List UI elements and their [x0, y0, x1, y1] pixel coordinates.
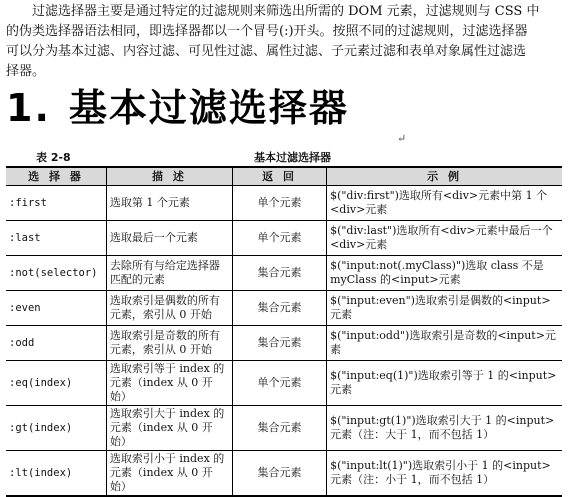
header-example: 示 例 [327, 167, 562, 186]
cell-example: $("input:even")选取索引是偶数的<input>元素 [327, 291, 562, 326]
cell-description: 选取索引大于 index 的元素（index 从 0 开始） [106, 406, 232, 451]
section-number: 1. [6, 86, 51, 130]
intro-line: 可以分为基本过滤、内容过滤、可见性过滤、属性过滤、子元素过滤和表单对象属性过滤选 [6, 44, 527, 59]
cell-return: 单个元素 [232, 361, 326, 406]
section-title: 基本过滤选择器 [68, 86, 349, 130]
cell-description: 选取索引是偶数的所有元素，索引从 0 开始 [106, 291, 232, 326]
cell-description: 选取最后一个元素 [106, 221, 232, 256]
cell-return: 集合元素 [232, 291, 326, 326]
intro-paragraph [6, 2, 562, 82]
cell-description: 选取索引是奇数的所有元素，索引从 0 开始 [106, 326, 232, 361]
header-return: 返 回 [232, 167, 326, 186]
cell-selector: :lt(index) [6, 451, 106, 497]
section-heading [6, 86, 349, 130]
cell-description: 选取索引等于 index 的元素（index 从 0 开始） [106, 361, 232, 406]
table-number: 表 2-8 [36, 151, 71, 164]
cell-example: $("div:last")选取所有<div>元素中最后一个<div>元素 [327, 221, 562, 256]
table-row [6, 406, 562, 451]
cell-selector: :odd [6, 326, 106, 361]
table-row [6, 361, 562, 406]
cell-return: 集合元素 [232, 406, 326, 451]
cell-example: $("input:not(.myClass)")选取 class 不是 myClass 的<input>元素 [327, 256, 562, 291]
cell-return: 单个元素 [232, 186, 326, 221]
cell-selector: :eq(index) [6, 361, 106, 406]
table-header-row [6, 167, 562, 186]
cell-example: $("input:odd")选取索引是奇数的<input>元素 [327, 326, 562, 361]
paragraph-return-mark: ↵ [397, 132, 407, 145]
header-description: 描 述 [106, 167, 232, 186]
cell-return: 单个元素 [232, 221, 326, 256]
cell-return: 集合元素 [232, 451, 326, 497]
table-row [6, 256, 562, 291]
table-row [6, 221, 562, 256]
cell-selector: :even [6, 291, 106, 326]
header-selector: 选 择 器 [6, 167, 106, 186]
cell-return: 集合元素 [232, 256, 326, 291]
table-row [6, 186, 562, 221]
cell-description: 选取第 1 个元素 [106, 186, 232, 221]
intro-line: 过滤选择器主要是通过特定的过滤规则来筛选出所需的 DOM 元素，过滤规则与 CSS 中 [32, 4, 540, 19]
cell-example: $("div:first")选取所有<div>元素中第 1 个<div>元素 [327, 186, 562, 221]
selector-table [6, 166, 562, 497]
cell-selector: :gt(index) [6, 406, 106, 451]
intro-line: 择器。 [6, 64, 46, 79]
cell-description: 选取索引小于 index 的元素（index 从 0 开始） [106, 451, 232, 497]
intro-line: 的伪类选择器语法相同，即选择器都以一个冒号(:)开头。按照不同的过滤规则，过滤选择器 [6, 24, 528, 39]
cell-example: $("input:eq(1)")选取索引等于 1 的<input>元素 [327, 361, 562, 406]
cell-selector: :last [6, 221, 106, 256]
cell-selector: :first [6, 186, 106, 221]
table-row [6, 326, 562, 361]
table-title: 基本过滤选择器 [254, 151, 331, 164]
cell-example: $("input:gt(1)")选取索引大于 1 的<input>元素（注：大于 1，而不包括 1） [327, 406, 562, 451]
cell-description: 去除所有与给定选择器匹配的元素 [106, 256, 232, 291]
table-row [6, 451, 562, 497]
cell-example: $("input:lt(1)")选取索引小于 1 的<input>元素（注：小于 1，而不包括 1） [327, 451, 562, 497]
cell-return: 集合元素 [232, 326, 326, 361]
table-row [6, 291, 562, 326]
table-caption [6, 149, 562, 165]
cell-selector: :not(selector) [6, 256, 106, 291]
